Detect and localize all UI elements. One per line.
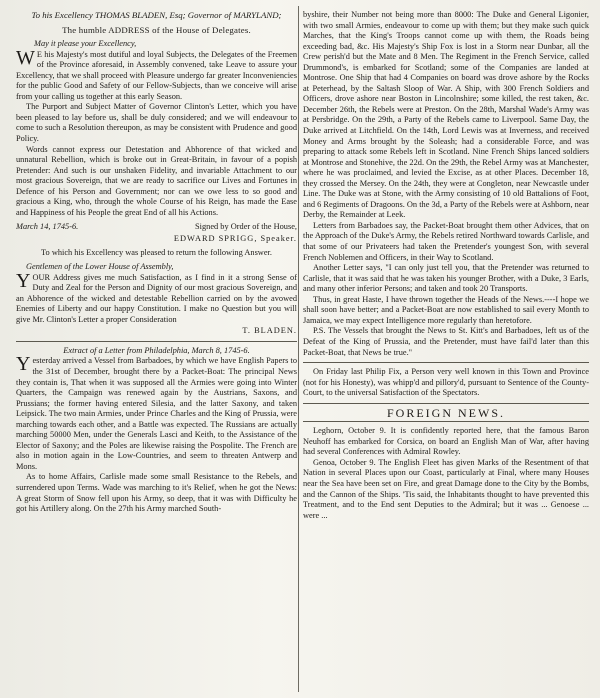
news-paragraph-4: Thus, in great Haste, I have thrown together the Heads of the News.----I hope we shall soon have better; and a Packet-Boat are now established to sail every Month to Jamaica, we may expect Intelligence more regularly than heretofore. — [303, 294, 589, 325]
address-subtitle: The humble ADDRESS of the House of Delegates. — [62, 24, 251, 35]
signature-block — [16, 222, 297, 233]
address-paragraph-1: WE his Majesty's most dutiful and loyal Subjects, the Delegates of the Freemen of the Province aforesaid, in Assembly convened, take Leave to assure your Excellency, that we shall proceed with Pleasure undergo far greater Inconveniencies for the public Good and Safety of our Fellow-Subjects, than we conceive will arise from your calling us together at this early Season. — [16, 46, 297, 101]
answer-salutation: Gentlemen of the Lower House of Assembly, — [26, 262, 174, 272]
section-rule — [16, 341, 297, 342]
news-paragraph-2: Letters from Barbadoes say, the Packet-Boat brought them other Advices, that on the Approach of the Duke's Army, the Rebels retired Northward towards Carlisle, and that some of our Privateers had taken the Pretender's youngest Son, with several French Noblemen and Officers, in their Way to Scotland. — [303, 220, 589, 262]
answer-signature: T. BLADEN. — [242, 326, 297, 336]
address-salutation: May it please your Excellency, — [34, 39, 137, 49]
column-divider — [298, 6, 299, 692]
section-rule-foreign — [303, 403, 589, 404]
foreign-news-rule — [303, 421, 589, 422]
extract-heading: Extract of a Letter from Philadelphia, March 8, 1745-6. — [63, 345, 250, 355]
extract-paragraph-2: As to home Affairs, Carlisle made some small Resistance to the Rebels, and surrendered upon Terms. Wade was marching to it's Relief, when he got the News: A great Storm of Snow fell upon his Army, so deep, that it was with Difficulty he got his Artillery along. On the 27th his Army marched South- — [16, 472, 297, 514]
news-paragraph-1: byshire, their Number not being more than 8000: The Duke and General Ligonier, with two small Armies, endeavour to come up with them; but they make such quick Marches, that the King's Troops cannot come up with them, the Roads being exceeding bad, &c. His Majesty's Ship Fox is lost in a Storm near Dunbar, all the Crew perish'd but the Mate and 8 Men. The Regiment in the French Service, called Drummond's, is embarked for Scotland; some of the Companies are landed at Montrose. One Ship that had 4 Companies on board was drove ashore by the Rocks at Peterhead, by the Saltash Sloop of War. A Ship, with 300 French Soldiers and Officers, drove ashore near Boston in Lincolnshire; some killed, the rest taken, &c. December 26th, the Rebels were at Preston. On the 28th, Marshal Wade's Army was at Persbridge. On the 29th, a Party of the Rebels came to Liverpool. Same Day, the Duke arrived at Litchfield. On the 14th, Lord Lewis was at Inverness, and received Money and Arms brought by the Soleash; had a considerable Force, and was preparing to attack some Rebels left in Scotland. Nine French Ships lanced soldiers at Montrose and Stonehive, the 22d. On the 29th, the Rebel Army was at Manchester, where he was proclaimed, and levied the Excise, as at other Places. December 18, they crossed the Mersey. On the 24th, they were at Congleton, near Newcastle under Line. The Duke was at Stone, with the Army consisting of 10 old Battalions of Foot, and 6 Regiments of Dragoons. On the 3d, a Party of the Rebels were at Ashborn, near Derby, the Remainder at Leek. — [303, 10, 589, 220]
answer-text: YOUR Address gives me much Satisfaction, as I find in it a strong Sense of Duty and Zeal for the Person and Dignity of our most gracious Sovereign, and an Abhorence of the wicked and detestable Rebellion carried on by the avowed Enemies of Liberty and our happy Constitution. I make no Question but you will give Mr. Clinton's Letter a proper Consideration — [16, 269, 297, 324]
left-column — [16, 10, 297, 694]
signed-by-line: Signed by Order of the House, — [195, 222, 297, 232]
answer-intro: To which his Excellency was pleased to return the following Answer. — [41, 248, 272, 258]
address-paragraph-2: The Purport and Subject Matter of Governor Clinton's Letter, which you have been pleased to lay before us, shall be duly considered; and we will endeavour to come to such a Resolution thereupon, as may be consistent with Prudence and good Policy. — [16, 102, 297, 144]
address-paragraph-3: Words cannot express our Detestation and Abhorence of that wicked and unnatural Rebellion, which is broke out in Great-Britain, in favour of a popish Pretender: And such is our unshaken Fidelity, and invariable Attachment to our most gracious Sovereign, that we are ready to sacrifice our Lives and Fortunes in Defence of his Person and Government; nor can we owe less to so good and gracious a King, who, through the whole Course of his Reign, has made the Ease and Happiness of his People the great End of all his Actions. — [16, 144, 297, 217]
date-line: March 14, 1745-6. — [16, 222, 79, 232]
right-column — [303, 10, 589, 694]
news-paragraph-3: Another Letter says, "I can only just tell you, that the Pretender was returned to Carlisle, that it was said that he was taken his younger Brother, with a Duke, 3 Earls, and many other inferior Persons; and taken and took 20 Transports. — [303, 263, 589, 294]
section-rule-right — [303, 362, 589, 363]
speaker-signature: EDWARD SPRIGG, Speaker. — [173, 233, 297, 243]
news-paragraph-5: P.S. The Vessels that brought the News to St. Kitt's and Barbadoes, left us of the Defeat of the King of Prussia, and the Pretender, must have fail'd later than this Packet-Boat, that News be true." — [303, 326, 589, 357]
news-paragraph-6: On Friday last Philip Fix, a Person very well known in this Town and Province (not for his Honesty), was whipp'd and pillory'd, pursuant to Sentence of the County-Court, to the universal Satisfaction of the Spectators. — [303, 367, 589, 398]
foreign-news-paragraph-2: Genoa, October 9. The English Fleet has given Marks of the Resentment of that Nation in several Places upon our Coast, particularly at Final, where many Houses near the Sea have been set on Fire, and great Damage done to the City by the Bombs, and the Cannon of the Ships. 'Tis said, the Inhabitants thought to have prevented this Treatment, and to the End sent Deputies to the Admiral; but it was ... Genoese ... were ... — [303, 457, 589, 520]
address-title: To his Excellency THOMAS BLADEN, Esq; Governor of MARYLAND; — [31, 10, 282, 20]
extract-paragraph-1: Yesterday arrived a Vessel from Barbadoes, by which we have English Papers to the 31st of December, brought there by a Packet-Boat: The principal News they contain is, That when it was supposed all the Armies were going into Winter Quarters, the Campaign was renewed again by the Austrians, Saxons, and Prussians; the former having entered Silesia, and the latter Saxony, and taken Leipsick. The two main Armies, under Prince Charles and the King of Prussia, were marching towards each other, and a Battle was expected. The Russians are actually marching 50000 Men, under the Generals Lasci and Keith, to the Assistance of the Elector of Saxony; and the Poles are likewise raising the Pospolite. The French are also in motion again in the Low-Countries, and seem to threaten Antwerp and Mons. — [16, 353, 297, 471]
foreign-news-heading: FOREIGN NEWS. — [387, 405, 505, 420]
foreign-news-paragraph-1: Leghorn, October 9. It is confidently reported here, that the famous Baron Neuhoff has embarked for Corsica, on board an English Man of War, after having had several Conferences with Admiral Rowley. — [303, 426, 589, 457]
